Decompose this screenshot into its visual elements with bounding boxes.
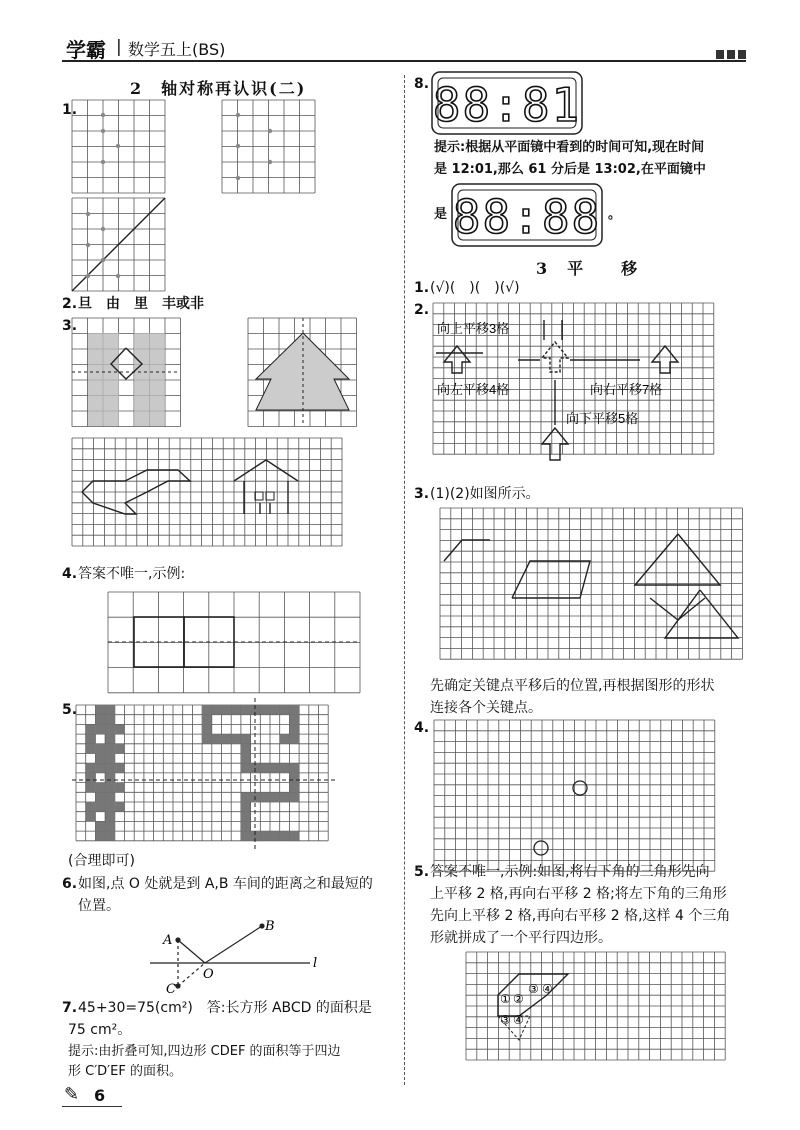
header-book-title: 数学五上(BS)	[128, 40, 226, 59]
q5-mark-5: ③	[500, 1013, 511, 1027]
right-q8-hint3-prefix: 是	[434, 207, 448, 222]
left-q7-hint2: 形 C′D′EF 的面积。	[68, 1064, 182, 1079]
right-q5-line3: 先向上平移 2 格,再向右平移 2 格,这样 4 个三角	[430, 908, 731, 924]
q2-label-right: 向右平移7格	[590, 382, 663, 397]
q2-label-left: 向左平移4格	[437, 382, 510, 397]
left-q5-label: 5.	[62, 702, 78, 718]
right-section-title: 3 平 移	[536, 259, 640, 278]
right-q3-explain1: 先确定关键点平移后的位置,再根据图形的形状	[430, 678, 715, 694]
left-q5-note: (合理即可)	[68, 853, 135, 869]
rq3-shape2	[512, 561, 590, 598]
left-q4-label: 4.	[62, 566, 78, 582]
left-q7-line1: 45+30=75(cm²) 答:长方形 ABCD 的面积是	[78, 1000, 372, 1016]
right-q1-answer: (√)( )( )(√)	[430, 280, 520, 296]
header-brand: 学霸	[66, 38, 106, 62]
left-q4-text: 答案不唯一,示例:	[78, 566, 186, 582]
left-q2-label: 2.	[62, 296, 78, 312]
right-q2-label: 2.	[414, 302, 430, 318]
q2-label-up: 向上平移3格	[437, 321, 510, 336]
q5-mark-1: ①	[500, 992, 511, 1006]
q6-point-a: A	[163, 933, 173, 948]
right-q8-hint2: 是 12:01,那么 61 分后是 13:02,在平面镜中	[434, 162, 706, 177]
right-q3-text: (1)(2)如图所示。	[430, 486, 540, 502]
clock-2: 88:88	[452, 190, 602, 244]
rq5-grid	[466, 952, 725, 1060]
q6-point-c: C	[166, 982, 176, 997]
clock-1: 88:81	[432, 78, 582, 132]
left-q6-line1: 如图,点 O 处就是到 A,B 车间的距离之和最短的	[78, 876, 373, 892]
pencil-icon: ✎	[64, 1084, 80, 1105]
right-q8-label: 8.	[414, 76, 430, 92]
left-q3-label: 3.	[62, 318, 78, 334]
q5-mark-4: ④	[542, 982, 553, 996]
right-q4-label: 4.	[414, 720, 430, 736]
right-q5-line2: 上平移 2 格,再向右平移 2 格;将左下角的三角形	[430, 886, 727, 902]
left-q1-label: 1.	[62, 102, 78, 118]
q3-grid-c	[72, 438, 342, 546]
right-q3-explain2: 连接各个关键点。	[430, 700, 542, 716]
left-q2-answer: 旦 由 里 丰或非	[78, 296, 204, 312]
q6-point-b: B	[265, 919, 275, 934]
left-q6-label: 6.	[62, 876, 78, 892]
left-section-title: 2 轴对称再认识(二)	[130, 79, 307, 98]
q6-point-o: O	[203, 967, 214, 982]
q2-label-down: 向下平移5格	[566, 411, 639, 426]
q5-mark-2: ②	[513, 992, 524, 1006]
q5-mark-3: ③	[528, 982, 539, 996]
page-number: 6	[94, 1086, 106, 1105]
right-q8-hint3-suffix: 。	[608, 207, 622, 222]
left-q7-hint1: 提示:由折叠可知,四边形 CDEF 的面积等于四边	[68, 1044, 341, 1059]
rq3-grid	[440, 508, 742, 659]
q6-line-l: l	[313, 956, 318, 971]
right-q8-hint1: 提示:根据从平面镜中看到的时间可知,现在时间	[434, 140, 705, 155]
q5-mark-6: ④	[513, 1013, 524, 1027]
header-separator: |	[116, 37, 122, 57]
left-q7-line2: 75 cm²。	[68, 1022, 132, 1038]
right-q5-label: 5.	[414, 864, 430, 880]
rq4-grid	[434, 720, 715, 871]
q6-diagram	[150, 924, 310, 988]
right-q3-label: 3.	[414, 486, 430, 502]
left-q6-line2: 位置。	[78, 898, 120, 914]
right-q1-label: 1.	[414, 280, 430, 296]
left-q7-label: 7.	[62, 1000, 78, 1016]
right-q5-line1: 答案不唯一,示例:如图,将右下角的三角形先向	[430, 864, 710, 880]
rq3-tri2	[665, 590, 738, 638]
right-q5-line4: 形就拼成了一个平行四边形。	[430, 930, 612, 946]
